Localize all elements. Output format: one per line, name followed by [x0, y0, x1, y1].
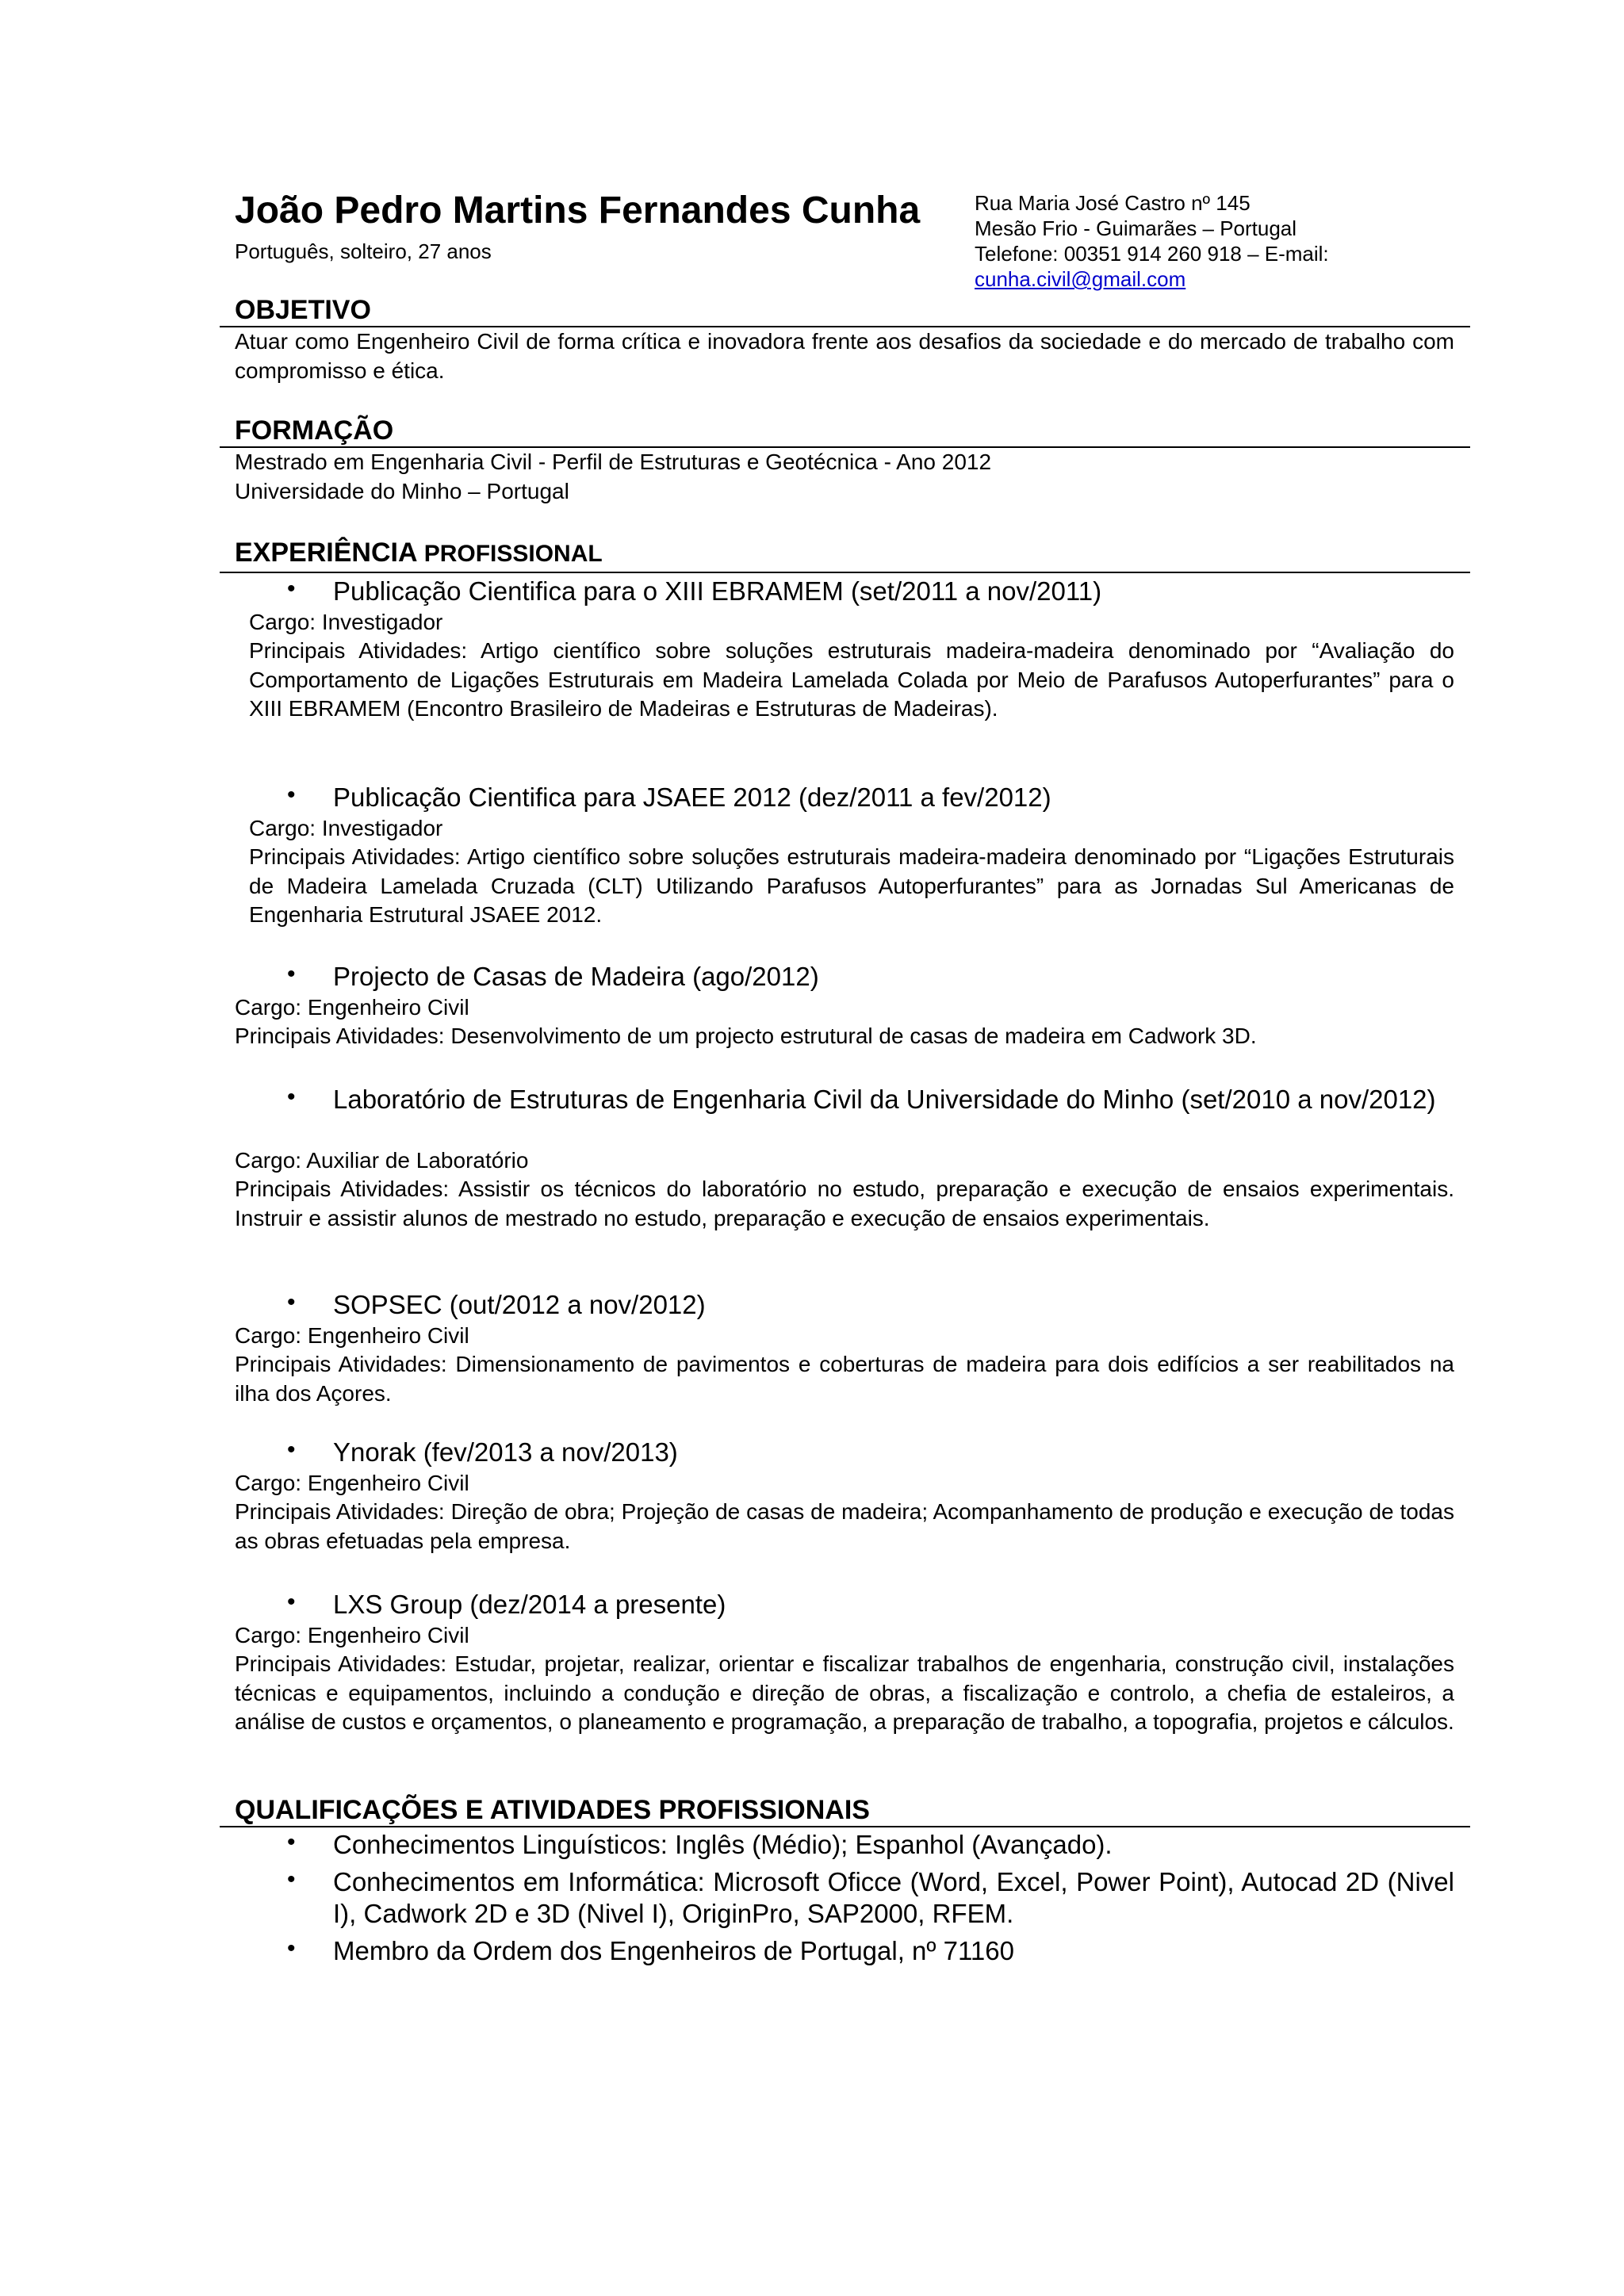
experience-activities: Principais Atividades: Dimensionamento de pavimentos e coberturas de madeira para dois edifícios a ser reabilitados na ilha dos Açores.: [235, 1352, 1454, 1406]
qualification-item: Conhecimentos em Informática: Microsoft Oficce (Word, Excel, Power Point), Autocad 2D (Nivel I), Cadwork 2D e 3D (Nivel I), OriginPro, SAP2000, RFEM.: [333, 1867, 1454, 1928]
bullet-icon: •: [287, 1084, 296, 1110]
bullet-icon: •: [287, 1589, 296, 1615]
bullet-icon: •: [287, 1437, 296, 1463]
experience-heading: Ynorak (fev/2013 a nov/2013): [333, 1437, 678, 1467]
objetivo-text: Atuar como Engenheiro Civil de forma crítica e inovadora frente aos desafios da sociedade e do mercado de trabalho com compromisso e ética.: [235, 329, 1454, 383]
formacao-degree: Mestrado em Engenharia Civil - Perfil de Estruturas e Geotécnica - Ano 2012: [235, 450, 992, 474]
experience-heading: Publicação Cientifica para o XIII EBRAMEM (set/2011 a nov/2011): [333, 576, 1102, 606]
experience-cargo: Cargo: Auxiliar de Laboratório: [235, 1148, 529, 1173]
address-line-2: Mesão Frio - Guimarães – Portugal: [975, 216, 1297, 240]
section-divider: [220, 572, 1470, 573]
section-divider: [220, 1826, 1470, 1827]
experience-heading: SOPSEC (out/2012 a nov/2012): [333, 1290, 706, 1319]
section-title-qualificacoes: QUALIFICAÇÕES E ATIVIDADES PROFISSIONAIS: [235, 1795, 870, 1825]
experience-activities: Principais Atividades: Estudar, projetar, realizar, orientar e fiscalizar trabalhos de engenharia, construção civil, instalações técnicas e equipamentos, incluindo a condução e direção de obras, a fiscalização e controlo, a chefia de estaleiros, a análise de custos e orçamentos, o planeamento e programação, a preparação de trabalho, a topografia, projetos e cálculos.: [235, 1651, 1454, 1734]
candidate-subtitle: Português, solteiro, 27 anos: [235, 239, 492, 263]
experience-activities: Principais Atividades: Assistir os técnicos do laboratório no estudo, preparação e execução de ensaios experimentais. Instruir e assistir alunos de mestrado no estudo, preparação e execução de ensaios experimentais.: [235, 1177, 1454, 1230]
qualification-item: Membro da Ordem dos Engenheiros de Portugal, nº 71160: [333, 1936, 1014, 1965]
experience-heading: Laboratório de Estruturas de Engenharia Civil da Universidade do Minho (set/2010 a nov/2012): [333, 1085, 1436, 1114]
section-title-experiencia-main: EXPERIÊNCIA: [235, 538, 417, 568]
qualification-item: Conhecimentos Linguísticos: Inglês (Médio); Espanhol (Avançado).: [333, 1830, 1113, 1859]
contact-block: [975, 190, 1387, 292]
phone-line: Telefone: 00351 914 260 918 – E-mail:: [975, 242, 1329, 266]
experience-cargo: Cargo: Investigador: [249, 816, 443, 840]
formacao-university: Universidade do Minho – Portugal: [235, 479, 569, 503]
email-link[interactable]: cunha.civil@gmail.com: [975, 267, 1186, 291]
experience-heading: LXS Group (dez/2014 a presente): [333, 1590, 726, 1619]
experience-cargo: Cargo: Investigador: [249, 610, 443, 634]
experience-activities: Principais Atividades: Direção de obra; Projeção de casas de madeira; Acompanhamento de produção e execução de todas as obras efetuadas pela empresa.: [235, 1499, 1454, 1553]
bullet-icon: •: [287, 1866, 296, 1892]
address-line-1: Rua Maria José Castro nº 145: [975, 191, 1251, 215]
candidate-name: João Pedro Martins Fernandes Cunha: [235, 189, 921, 232]
experience-activities: Principais Atividades: Artigo científico sobre soluções estruturais madeira-madeira denominado por “Avaliação do Comportamento de Ligações Estruturais em Madeira Lamelada Colada por Meio de Parafusos Autoperfurantes” para o XIII EBRAMEM (Encontro Brasileiro de Madeiras e Estruturas de Madeiras).: [249, 638, 1454, 721]
bullet-icon: •: [287, 961, 296, 987]
experience-activities: Principais Atividades: Artigo científico sobre soluções estruturais madeira-madeira denominado por “Ligações Estruturais de Madeira Lamelada Cruzada (CLT) Utilizando Parafusos Autoperfurantes” para as Jornadas Sul Americanas de Engenharia Estrutural JSAEE 2012.: [249, 844, 1454, 927]
experience-cargo: Cargo: Engenheiro Civil: [235, 1471, 469, 1495]
section-title-experiencia: [235, 538, 603, 568]
bullet-icon: •: [287, 782, 296, 808]
section-title-objetivo: OBJETIVO: [235, 295, 371, 325]
experience-cargo: Cargo: Engenheiro Civil: [235, 1323, 469, 1348]
experience-activities: Principais Atividades: Desenvolvimento de um projecto estrutural de casas de madeira em Cadwork 3D.: [235, 1024, 1257, 1048]
bullet-icon: •: [287, 576, 296, 602]
experience-heading: Projecto de Casas de Madeira (ago/2012): [333, 962, 819, 991]
bullet-icon: •: [287, 1289, 296, 1315]
bullet-icon: •: [287, 1935, 296, 1961]
experience-cargo: Cargo: Engenheiro Civil: [235, 995, 469, 1020]
bullet-icon: •: [287, 1829, 296, 1855]
section-title-experiencia-small: PROFISSIONAL: [423, 541, 603, 567]
experience-heading: Publicação Cientifica para JSAEE 2012 (dez/2011 a fev/2012): [333, 783, 1051, 812]
experience-cargo: Cargo: Engenheiro Civil: [235, 1623, 469, 1647]
section-title-formacao: FORMAÇÃO: [235, 415, 394, 446]
